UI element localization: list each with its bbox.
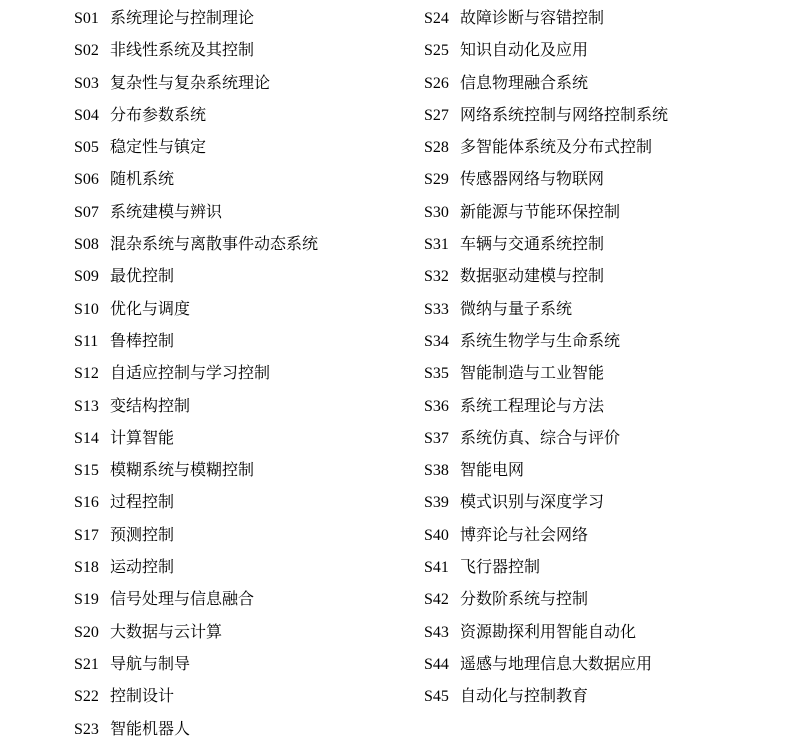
topic-code: S18	[74, 559, 99, 577]
topic-title: 多智能体系统及分布式控制	[460, 137, 653, 157]
topic-item	[424, 583, 784, 615]
topic-title: 分数阶系统与控制	[460, 589, 589, 609]
topic-item	[74, 713, 404, 745]
topic-list-right	[424, 2, 784, 713]
topic-title: 导航与制导	[110, 653, 191, 673]
topic-code: S38	[424, 462, 449, 480]
topic-code: S20	[74, 623, 99, 641]
topic-title: 智能制造与工业智能	[460, 363, 605, 383]
topic-item	[424, 228, 784, 260]
topic-title: 运动控制	[110, 557, 175, 577]
topic-code: S12	[74, 365, 99, 383]
topic-title: 系统理论与控制理论	[110, 8, 255, 27]
topic-code: S25	[424, 42, 449, 60]
topic-code: S16	[74, 494, 99, 512]
topic-title: 系统生物学与生命系统	[460, 330, 621, 350]
topic-item	[74, 228, 404, 260]
topic-title: 稳定性与镇定	[110, 137, 207, 157]
topic-item	[424, 325, 784, 357]
topic-title: 自适应控制与学习控制	[110, 363, 271, 383]
topic-item	[74, 519, 404, 551]
topic-code: S01	[74, 10, 99, 27]
topic-item	[74, 67, 404, 99]
topic-item	[74, 486, 404, 518]
topic-title: 微纳与量子系统	[460, 298, 573, 318]
topic-code: S07	[74, 203, 99, 221]
topic-item	[74, 583, 404, 615]
topic-title: 计算智能	[110, 427, 175, 447]
topic-code: S37	[424, 429, 449, 447]
topic-item	[74, 163, 404, 195]
topic-code: S45	[424, 688, 449, 706]
topic-code: S09	[74, 268, 99, 286]
topic-title: 系统工程理论与方法	[460, 395, 605, 415]
topic-code: S03	[74, 74, 99, 92]
topic-title: 故障诊断与容错控制	[460, 8, 605, 27]
topic-code: S33	[424, 300, 449, 318]
topic-title: 数据驱动建模与控制	[460, 266, 605, 286]
topic-title: 预测控制	[110, 524, 175, 544]
topic-item	[424, 67, 784, 99]
topic-code: S28	[424, 139, 449, 157]
topic-item	[424, 648, 784, 680]
topic-code: S29	[424, 171, 449, 189]
topic-item	[74, 325, 404, 357]
topic-item	[74, 648, 404, 680]
topic-code: S02	[74, 42, 99, 60]
topic-code: S22	[74, 688, 99, 706]
topic-code: S40	[424, 526, 449, 544]
topic-item	[74, 196, 404, 228]
topic-item	[424, 163, 784, 195]
topic-code: S36	[424, 397, 449, 415]
topic-code: S24	[424, 10, 449, 27]
topic-item	[424, 454, 784, 486]
topic-item	[424, 680, 784, 712]
topic-item	[424, 616, 784, 648]
topic-code: S15	[74, 462, 99, 480]
topic-title: 车辆与交通系统控制	[460, 234, 605, 254]
topic-code: S11	[74, 332, 99, 350]
topic-title: 优化与调度	[110, 298, 191, 318]
topic-title: 自动化与控制教育	[460, 686, 589, 706]
topic-code: S44	[424, 655, 449, 673]
topic-code: S08	[74, 236, 99, 254]
topic-list-left	[74, 2, 404, 745]
topic-item	[424, 390, 784, 422]
topic-code: S04	[74, 106, 99, 124]
topic-item	[74, 131, 404, 163]
topic-title: 最优控制	[110, 266, 175, 286]
topic-title: 信息物理融合系统	[460, 72, 589, 92]
topic-code: S31	[424, 236, 449, 254]
topic-item	[74, 616, 404, 648]
topic-title: 智能机器人	[110, 718, 191, 738]
topic-item	[74, 99, 404, 131]
topic-title: 鲁棒控制	[110, 330, 175, 350]
topic-code: S06	[74, 171, 99, 189]
topic-title: 过程控制	[110, 492, 175, 512]
topic-title: 变结构控制	[110, 395, 191, 415]
topic-item	[74, 293, 404, 325]
topic-title: 复杂性与复杂系统理论	[110, 72, 271, 92]
topic-code: S14	[74, 429, 99, 447]
topic-item	[424, 486, 784, 518]
topic-item	[74, 260, 404, 292]
topic-title: 资源勘探利用智能自动化	[460, 621, 637, 641]
topic-title: 模式识别与深度学习	[460, 492, 605, 512]
topic-code: S32	[424, 268, 449, 286]
topic-title: 网络系统控制与网络控制系统	[460, 104, 669, 124]
topic-code: S17	[74, 526, 99, 544]
topic-code: S43	[424, 623, 449, 641]
topic-item	[424, 99, 784, 131]
topic-item	[424, 422, 784, 454]
topic-title: 传感器网络与物联网	[460, 169, 605, 189]
topic-title: 混杂系统与离散事件动态系统	[110, 234, 319, 254]
topic-title: 随机系统	[110, 169, 175, 189]
topic-item	[424, 2, 784, 34]
topic-item	[74, 454, 404, 486]
topic-item	[424, 34, 784, 66]
topic-code: S39	[424, 494, 449, 512]
topic-title: 大数据与云计算	[110, 621, 223, 641]
topic-item	[74, 34, 404, 66]
topic-code: S35	[424, 365, 449, 383]
topic-title: 分布参数系统	[110, 104, 207, 124]
topic-item	[74, 551, 404, 583]
topic-item	[424, 260, 784, 292]
topic-code: S27	[424, 106, 449, 124]
topic-code: S34	[424, 332, 449, 350]
topic-code: S05	[74, 139, 99, 157]
topic-code: S30	[424, 203, 449, 221]
topic-code: S19	[74, 591, 99, 609]
topic-item	[74, 390, 404, 422]
topic-title: 控制设计	[110, 686, 175, 706]
topic-item	[74, 680, 404, 712]
topic-item	[74, 2, 404, 34]
topic-code: S26	[424, 74, 449, 92]
topic-title: 遥感与地理信息大数据应用	[460, 653, 653, 673]
topic-title: 系统建模与辨识	[110, 201, 223, 221]
topic-code: S23	[74, 720, 99, 738]
topic-item	[74, 422, 404, 454]
topic-code: S21	[74, 655, 99, 673]
topic-item	[424, 293, 784, 325]
topic-item	[424, 519, 784, 551]
topic-title: 模糊系统与模糊控制	[110, 460, 255, 480]
topic-title: 智能电网	[460, 460, 525, 480]
topic-item	[424, 551, 784, 583]
topic-code: S41	[424, 559, 449, 577]
topic-item	[74, 357, 404, 389]
topic-title: 博弈论与社会网络	[460, 524, 589, 544]
topic-title: 新能源与节能环保控制	[460, 201, 621, 221]
topic-title: 非线性系统及其控制	[110, 40, 255, 60]
topic-item	[424, 196, 784, 228]
topic-title: 信号处理与信息融合	[110, 589, 255, 609]
topic-code: S42	[424, 591, 449, 609]
topic-item	[424, 357, 784, 389]
topic-item	[424, 131, 784, 163]
topic-title: 知识自动化及应用	[460, 40, 589, 60]
topic-title: 系统仿真、综合与评价	[460, 427, 621, 447]
topic-code: S13	[74, 397, 99, 415]
topic-code: S10	[74, 300, 99, 318]
topic-title: 飞行器控制	[460, 557, 541, 577]
